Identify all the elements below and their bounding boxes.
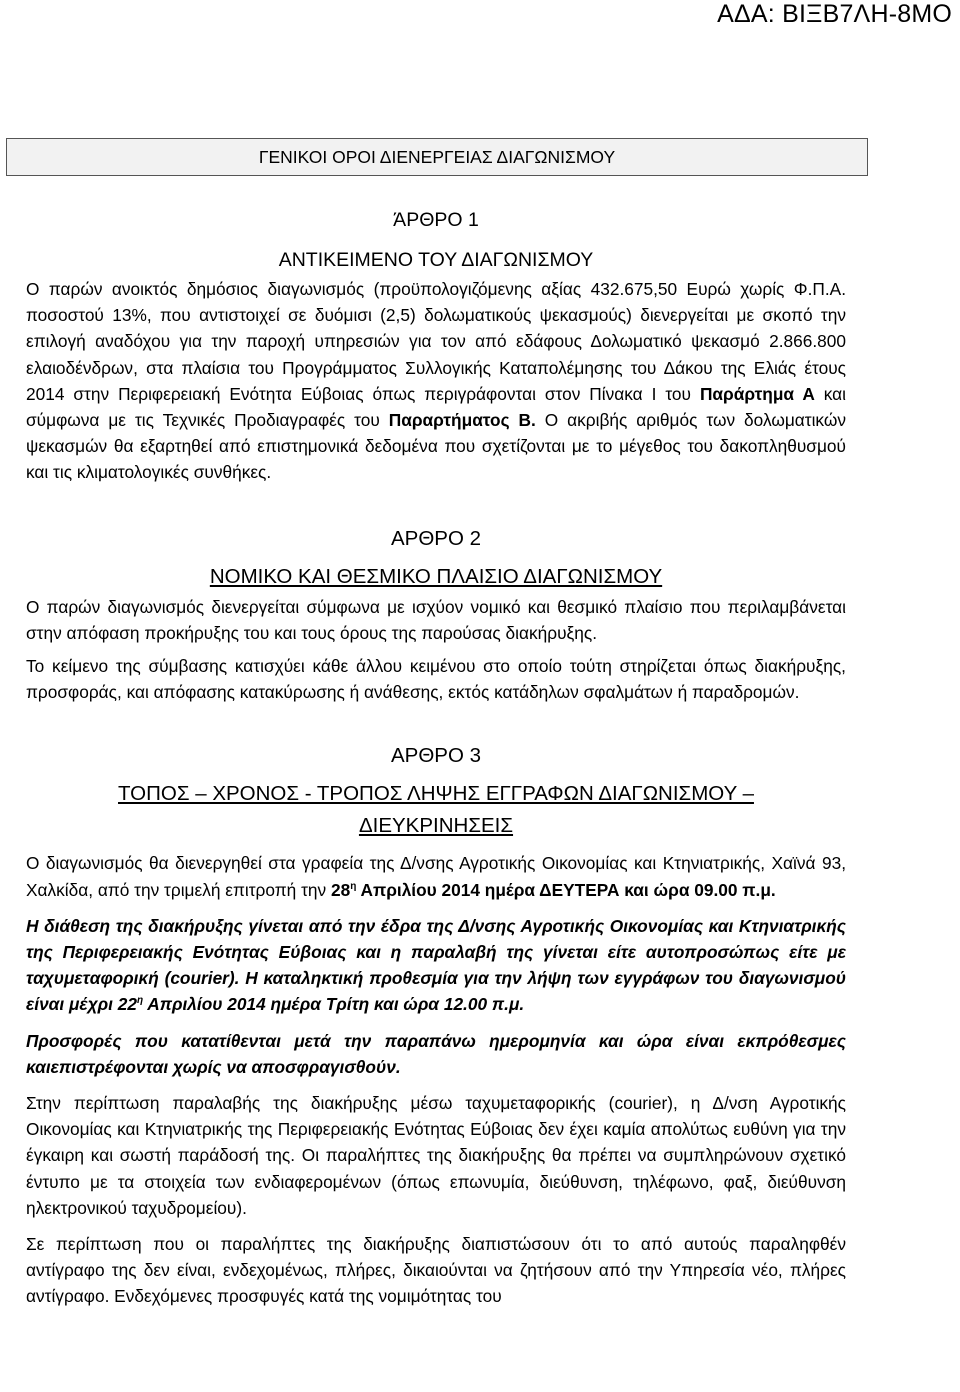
article-1-heading: ΆΡΘΡΟ 1 (393, 209, 479, 231)
deadline-text-b: Απριλίου 2014 ημέρα Τρίτη και ώρα 12.00 π.μ. (143, 994, 525, 1015)
article-3-paragraph-3: Προσφορές που κατατίθενται μετά την παραπάνω ημερομηνία και ώρα είναι εκπρόθεσμες καιεπιστρέφονται χωρίς να αποσφραγισθούν. (26, 1030, 846, 1077)
article-3-subheading-line-1: ΤΟΠΟΣ – ΧΡΟΝΟΣ - ΤΡΟΠΟΣ ΛΗΨΗΣ ΕΓΓΡΑΦΩΝ ΔΙΑΓΩΝΙΣΜΟΥ – (118, 782, 754, 806)
article-1-subheading: ΑΝΤΙΚΕΙΜΕΝΟ ΤΟΥ ΔΙΑΓΩΝΙΣΜΟΥ (278, 249, 594, 271)
day-ordinal: η (350, 880, 357, 892)
document-body (26, 208, 846, 1310)
document-title-box (6, 138, 868, 176)
article-3-paragraph-1 (26, 850, 846, 902)
annex-a-ref: Παράρτημα Α (699, 383, 815, 404)
article-3-text-a: Ο διαγωνισμός θα διενεργηθεί στα γραφεία της Δ/νσης Αγροτικής Οικονομίας και Κτηνιατρικής, Χαϊνά 93, Χαλκίδα, από την τριμελή επιτροπή την (26, 853, 846, 900)
article-2-subheading: ΝΟΜΙΚΟ ΚΑΙ ΘΕΣΜΙΚΟ ΠΛΑΙΣΙΟ ΔΙΑΓΩΝΙΣΜΟΥ (209, 564, 663, 588)
article-3-paragraph-5: Σε περίπτωση που οι παραλήπτες της διακήρυξης διαπιστώσουν ότι το από αυτούς παραληφθέν αντίγραφο της δεν είναι, ενδεχομένως, πλήρες, δικαιούνται να ζητήσουν από την Υπηρεσία νέο, πλήρες αντίγραφο. Ενδεχόμενες προσφυγές κατά της νομιμότητας του (26, 1234, 846, 1307)
article-3-subheading-line-2: ΔΙΕΥΚΡΙΝΗΣΕΙΣ (358, 814, 514, 838)
article-3-paragraph-4: Στην περίπτωση παραλαβής της διακήρυξης μέσω ταχυμεταφορικής (courier), η Δ/νση Αγροτικής Οικονομίας και Κτηνιατρικής της Περιφερειακής Ενότητας Εύβοιας δεν έχει καμία απολύτως ευθύνη για την έγκαιρη και σωστή παράδοσή της. Οι παραλήπτες της διακήρυξης θα πρέπει να συμπληρώνουν σχετικό έντυπο με τα στοιχεία των ενδιαφερομένων (όπως επωνυμία, διεύθυνση, τηλέφωνο, φαξ, διεύθυνση ηλεκτρονικού ταχυδρομείου). (26, 1093, 846, 1218)
article-2-heading: ΑΡΘΡΟ 2 (390, 526, 481, 550)
article-1-paragraph (26, 276, 846, 486)
article-3-heading: ΑΡΘΡΟ 3 (390, 744, 481, 768)
article-2-paragraph-1: Ο παρών διαγωνισμός διενεργείται σύμφωνα με ισχύον νομικό και θεσμικό πλαίσιο που περιλαμβάνεται στην απόφαση προκήρυξης του και τους όρους της παρούσας διακήρυξης. (26, 596, 846, 643)
article-1-text-a: Ο παρών ανοικτός δημόσιος διαγωνισμός (προϋπολογιζόμενης αξίας 432.675,50 Ευρώ χωρίς Φ.Π.Α. ποσοστού 13%, που αντιστοιχεί σε δυόμισι (2,5) δολωματικούς ψεκασμούς) διενεργείται με σκοπό την επιλογή αναδόχου για την παροχή υπηρεσιών για τον από εδάφους Δολωματικό ψεκασμό 2.866.800 ελαιοδένδρων, στα πλαίσια του Προγράμματος Συλλογικής Καταπολέμησης του Δάκου της Ελιάς έτους 2014 στην Περιφερειακή Ενότητα Εύβοιας όπως περιγράφονται στον Πίνακα Ι του (26, 279, 846, 404)
article-3-paragraph-2 (26, 913, 846, 1018)
competition-day: 28 (330, 879, 351, 900)
ada-code: ΑΔΑ: ΒΙΞΒ7ΛΗ-8ΜΟ (717, 0, 952, 28)
article-1-text-e: Ο ακριβής αριθμός των δολωματικών ψεκασμών θα εξαρτηθεί από επιστημονικά δεδομένα που σχετίζονται με το μέγεθος του δακοπληθυσμού και τις κλιματολογικές συνθήκες. (26, 410, 846, 483)
document-title: ΓΕΝΙΚΟΙ ΟΡΟΙ ΔΙΕΝΕΡΓΕΙΑΣ ΔΙΑΓΩΝΙΣΜΟΥ (258, 146, 616, 167)
annex-b-ref: Παραρτήματος Β. (388, 410, 536, 431)
deadline-ordinal: η (136, 995, 144, 1007)
deadline-text-a: Η διάθεση της διακήρυξης γίνεται από την έδρα της Δ/νσης Αγροτικής Οικονομίας και Κτηνιατρικής της Περιφερειακής Ενότητας Εύβοιας και η παραλαβή της γίνεται είτε αυτοπροσώπως είτε με ταχυμεταφορική (courier). Η καταληκτική προθεσμία για την λήψη των εγγράφων του διαγωνισμού είναι μέχρι 22 (26, 915, 846, 1015)
article-1-text-c: και σύμφωνα με τις Τεχνικές Προδιαγραφές του (26, 383, 847, 431)
competition-date-time: Απριλίου 2014 ημέρα ΔΕΥΤΕΡΑ και ώρα 09.00 π.μ. (356, 879, 776, 900)
article-2-paragraph-2: Το κείμενο της σύμβασης κατισχύει κάθε άλλου κειμένου στο οποίο τούτη στηρίζεται όπως διακήρυξης, προσφοράς, και απόφασης κατακύρωσης ή ανάθεσης, εκτός κατάδηλων σφαλμάτων ή παραδρομών. (26, 656, 846, 703)
